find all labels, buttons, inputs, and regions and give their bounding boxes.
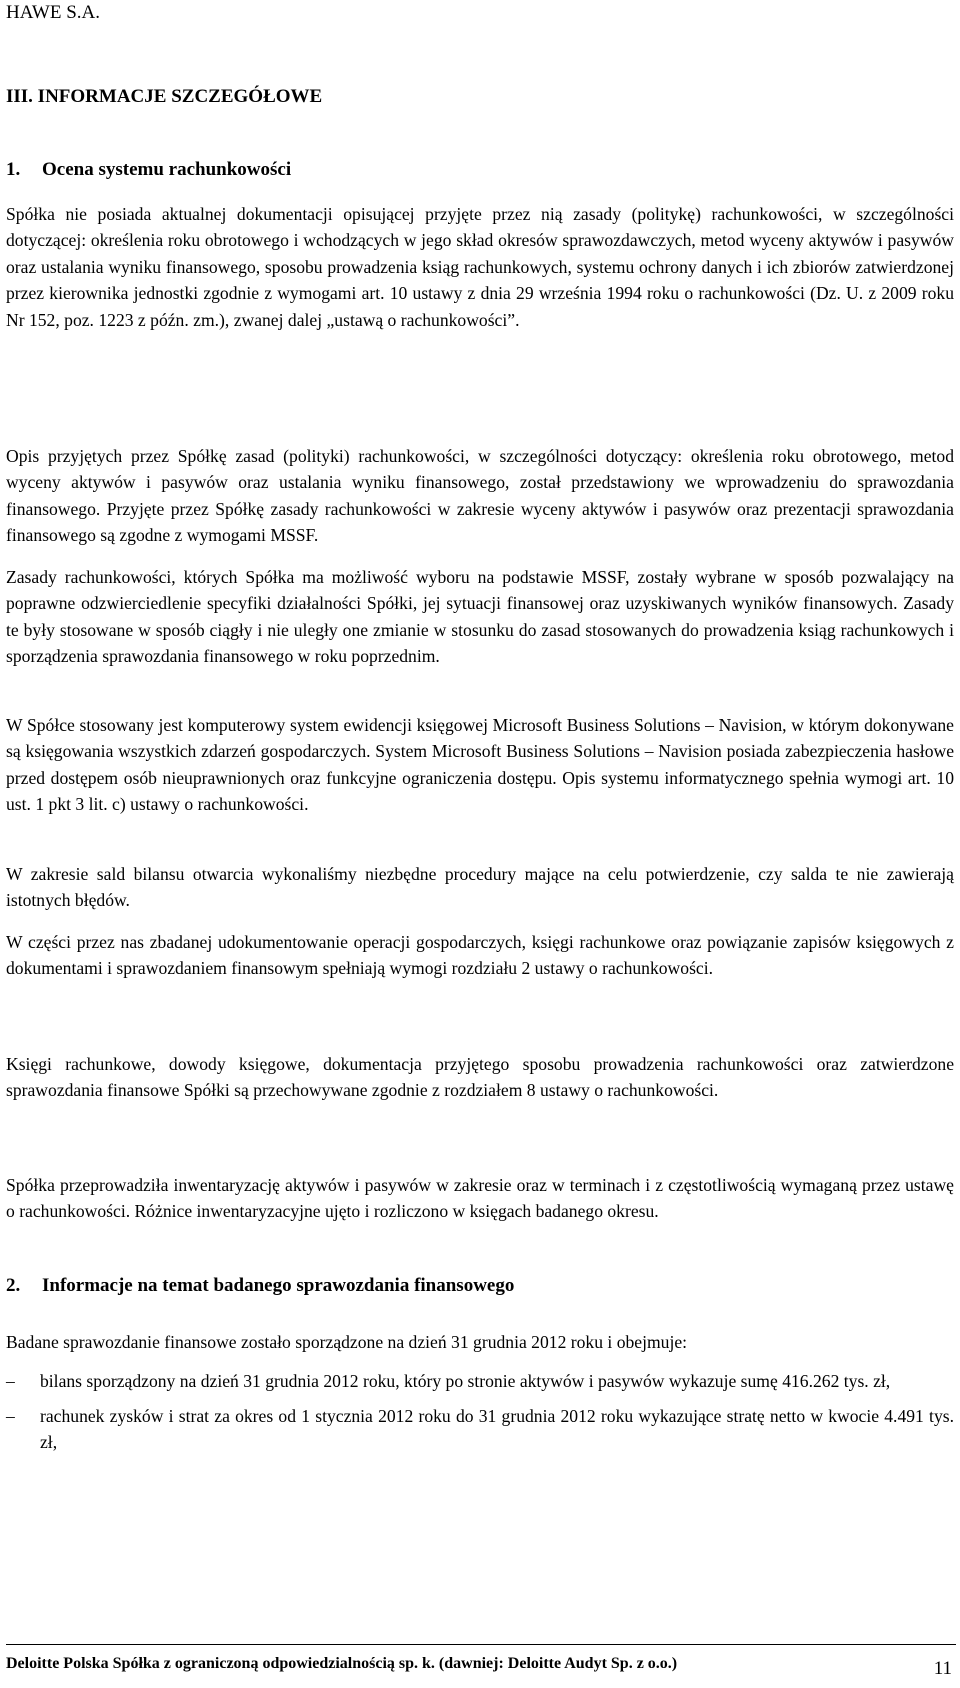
paragraph: Opis przyjętych przez Spółkę zasad (polityki) rachunkowości, w szczególności dotyczący: określenia roku obrotowego, metod wyceny aktywów i pasywów oraz ustalania wyniku finansowego, został przedstawiony we wprowadzeniu do sprawozdania finansowego. Przyjęte przez Spółkę zasady rachunkowości w zakresie wyceny aktywów i pasywów oraz prezentacji sprawozdania finansowego są zgodne z wymogami MSSF. [6,445,954,546]
paragraph: Księgi rachunkowe, dowody księgowe, dokumentacja przyjętego sposobu prowadzenia rachunkowości oraz zatwierdzone sprawozdania finansowe Spółki są przechowywane zgodnie z rozdziałem 8 ustawy o rachunkowości. [6,1053,954,1101]
section-1-number: 1. [6,159,21,180]
page-number: 11 [933,1658,952,1679]
header-company: HAWE S.A. [6,2,100,23]
section-2-heading [6,1275,514,1297]
paragraph: Spółka nie posiada aktualnej dokumentacji opisującej przyjęte przez nią zasady (politykę) rachunkowości, w szczególności dotyczącej: określenia roku obrotowego i wchodzących w jego skład okresów sprawozdawczych, metod wyceny aktywów i pasywów oraz ustalania wyniku finansowego, sposobu prowadzenia ksiąg rachunkowych, systemu ochrony danych i ich zbiorów zatwierdzonej przez kierownika jednostki zgodnie z wymogami art. 10 ustawy z dnia 29 września 1994 roku o rachunkowości (Dz. U. z 2009 roku Nr 152, poz. 1223 z późn. zm.), zwanej dalej „ustawą o rachunkowości”. [6,203,954,330]
list-item [6,1368,954,1395]
list-item [6,1403,954,1456]
paragraph: W części przez nas zbadanej udokumentowanie operacji gospodarczych, księgi rachunkowe oraz powiązanie zapisów księgowych z dokumentami i sprawozdaniem finansowym spełniają wymogi rozdziału 2 ustawy o rachunkowości. [6,931,954,979]
paragraph: W Spółce stosowany jest komputerowy system ewidencji księgowej Microsoft Business Solutions – Navision, w którym dokonywane są księgowania wszystkich zdarzeń gospodarczych. System Microsoft Business Solutions – Navision posiada zabezpieczenia hasłowe przed dostępem osób nieuprawnionych oraz funkcyjne ograniczenia dostępu. Opis systemu informatycznego spełnia wymogi art. 10 ust. 1 pkt 3 lit. c) ustawy o rachunkowości. [6,714,954,815]
footer-divider [6,1644,956,1645]
footer-firm-name: Deloitte Polska Spółka z ograniczoną odpowiedzialnością sp. k. (dawniej: Deloitte Audyt Sp. z o.o.) [6,1655,678,1672]
list-item-text: bilans sporządzony na dzień 31 grudnia 2012 roku, który po stronie aktywów i pasywów wykazuje sumę 416.262 tys. zł, [40,1371,891,1391]
dash-bullet-icon: – [6,1371,15,1391]
statement-list [6,1368,954,1464]
paragraph: Spółka przeprowadziła inwentaryzację aktywów i pasywów w zakresie oraz w terminach i z częstotliwością wymaganą przez ustawę o rachunkowości. Różnice inwentaryzacyjne ujęto i rozliczono w księgach badanego okresu. [6,1174,954,1222]
dash-bullet-icon: – [6,1405,15,1426]
section-2-intro: Badane sprawozdanie finansowe zostało sporządzone na dzień 31 grudnia 2012 roku i obejmuje: [6,1331,688,1352]
section-1-heading [6,159,291,181]
paragraph: W zakresie sald bilansu otwarcia wykonaliśmy niezbędne procedury mające na celu potwierdzenie, czy salda te nie zawierają istotnych błędów. [6,863,954,911]
section-2-title: Informacje na temat badanego sprawozdania finansowego [42,1275,515,1296]
paragraph: Zasady rachunkowości, których Spółka ma możliwość wyboru na podstawie MSSF, zostały wybrane w sposób pozwalający na poprawne odzwierciedlenie specyfiki działalności Spółki, jej sytuacji finansowej oraz uzyskiwanych wyników finansowych. Zasady te były stosowane w sposób ciągły i nie uległy one zmianie w stosunku do zasad stosowanych do prowadzenia ksiąg rachunkowych i sporządzenia sprawozdania finansowego w roku poprzednim. [6,566,954,667]
section-1-title: Ocena systemu rachunkowości [42,159,292,180]
page-title: III. INFORMACJE SZCZEGÓŁOWE [6,86,323,107]
list-item-text: rachunek zysków i strat za okres od 1 stycznia 2012 roku do 31 grudnia 2012 roku wykazujące stratę netto w kwocie 4.491 tys. zł, [40,1405,954,1452]
section-2-number: 2. [6,1275,21,1296]
